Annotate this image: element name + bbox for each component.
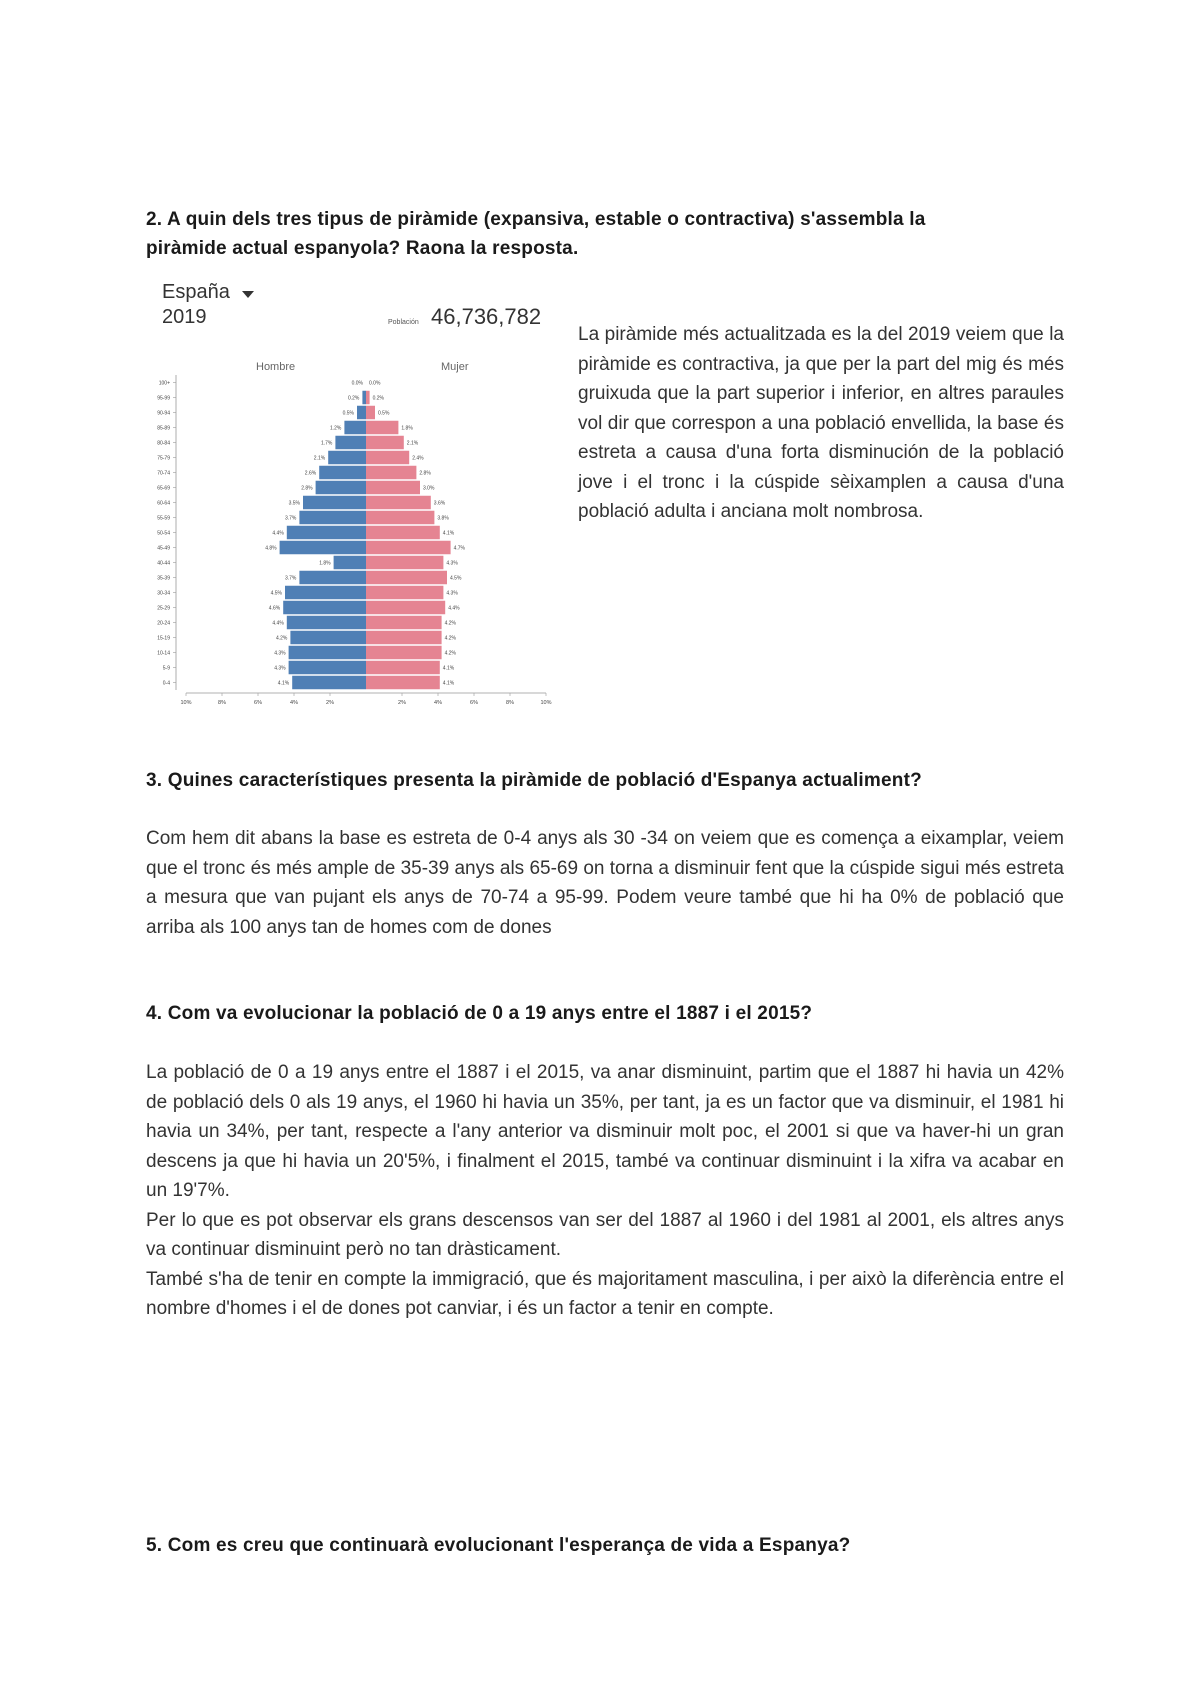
- bar-female-10-14[interactable]: [366, 646, 442, 660]
- bar-label-male: 1.7%: [320, 440, 333, 447]
- x-tick-label: 8%: [218, 700, 226, 706]
- bar-male-90-94[interactable]: [357, 406, 366, 420]
- caret-down-icon[interactable]: [242, 291, 254, 298]
- bar-label-male: 4.3%: [274, 665, 286, 672]
- chart-population-label: Población: [388, 319, 419, 326]
- bar-male-70-74[interactable]: [319, 466, 366, 480]
- bar-male-0-4[interactable]: [292, 676, 366, 690]
- age-group-label: 10-14: [157, 650, 170, 657]
- age-group-label: 15-19: [157, 635, 170, 642]
- bar-male-25-29[interactable]: [283, 601, 366, 615]
- bar-male-15-19[interactable]: [290, 631, 366, 645]
- age-group-label: 100+: [158, 380, 170, 387]
- age-group-label: 25-29: [157, 605, 170, 612]
- age-group-label: 45-49: [157, 545, 170, 552]
- bar-label-male: 4.3%: [274, 650, 286, 657]
- bar-female-0-4[interactable]: [366, 676, 440, 690]
- age-group-label: 20-24: [157, 620, 170, 627]
- x-tick-label: 6%: [254, 700, 262, 706]
- bar-label-female: 2.1%: [406, 440, 419, 447]
- age-group-label: 95-99: [157, 395, 170, 402]
- bar-female-15-19[interactable]: [366, 631, 442, 645]
- bar-female-70-74[interactable]: [366, 466, 416, 480]
- chart-country[interactable]: España: [162, 281, 230, 303]
- bar-label-male: 2.6%: [304, 470, 317, 477]
- x-tick-label: 2%: [326, 700, 334, 706]
- bar-male-45-49[interactable]: [280, 541, 366, 555]
- bar-female-55-59[interactable]: [366, 511, 434, 525]
- bar-male-55-59[interactable]: [299, 511, 366, 525]
- bar-label-male: 4.4%: [272, 530, 284, 537]
- bar-label-female: 3.6%: [433, 500, 446, 507]
- question-5-title: 5. Com es creu que continuarà evolucionant l'esperança de vida a Espanya?: [146, 1535, 851, 1556]
- age-group-label: 90-94: [157, 410, 170, 417]
- bar-label-female: 4.1%: [442, 530, 455, 537]
- bar-label-male: 0.2%: [347, 395, 360, 402]
- bar-label-female: 3.0%: [423, 485, 435, 492]
- bar-male-50-54[interactable]: [287, 526, 366, 540]
- bar-label-female: 4.1%: [442, 680, 455, 687]
- bar-male-30-34[interactable]: [285, 586, 366, 600]
- question-4-title: 4. Com va evolucionar la població de 0 a 19 anys entre el 1887 i el 2015?: [146, 1003, 813, 1024]
- age-group-label: 75-79: [157, 455, 170, 462]
- bar-label-female: 4.1%: [442, 665, 455, 672]
- bar-label-female: 4.4%: [448, 605, 460, 612]
- bar-female-65-69[interactable]: [366, 481, 420, 495]
- question-3-answer: Com hem dit abans la base es estreta de 0-4 anys als 30 -34 on veiem que es comença a eixamplar, veiem que el tronc és més ample de 35-39 anys als 65-69 on torna a disminuir fent que la cúspide sigui més estreta a mesura que van pujant els anys de 70-74 a 95-99. Podem veure també que hi ha 0% de població que arriba als 100 anys tan de homes com de dones: [146, 828, 1064, 938]
- age-group-label: 70-74: [157, 470, 170, 477]
- bar-male-40-44[interactable]: [334, 556, 366, 570]
- population-pyramid-chart: [150, 278, 562, 718]
- chart-population-value: 46,736,782: [431, 304, 542, 329]
- bar-female-75-79[interactable]: [366, 451, 409, 465]
- question-2-title-line1: 2. A quin dels tres tipus de piràmide (expansiva, estable o contractiva) s'assembla la: [146, 209, 926, 230]
- bar-label-female: 2.4%: [412, 455, 424, 462]
- bar-label-female: 4.3%: [446, 590, 458, 597]
- age-group-label: 80-84: [157, 440, 170, 447]
- bar-label-female: 4.2%: [444, 635, 457, 642]
- age-group-label: 0-4: [162, 680, 170, 687]
- bar-label-male: 4.5%: [270, 590, 282, 597]
- x-tick-label: 10%: [540, 700, 552, 706]
- bar-label-female: 4.7%: [453, 545, 466, 552]
- bar-female-20-24[interactable]: [366, 616, 442, 630]
- bar-label-male: 3.7%: [284, 515, 297, 522]
- bar-label-male: 4.2%: [275, 635, 288, 642]
- chart-left-label: Hombre: [256, 361, 296, 373]
- x-tick-label: 4%: [290, 700, 298, 706]
- chart-right-label: Mujer: [441, 361, 469, 373]
- bar-label-female: 0.0%: [369, 380, 381, 387]
- bar-female-45-49[interactable]: [366, 541, 451, 555]
- bar-label-female: 4.2%: [444, 650, 457, 657]
- bar-female-90-94[interactable]: [366, 406, 375, 420]
- question-3-title: 3. Quines característiques presenta la piràmide de població d'Espanya actualiment?: [146, 770, 922, 791]
- age-group-label: 65-69: [157, 485, 170, 492]
- bar-label-female: 4.2%: [444, 620, 457, 627]
- bar-male-75-79[interactable]: [328, 451, 366, 465]
- bar-label-male: 2.8%: [301, 485, 313, 492]
- x-tick-label: 8%: [506, 700, 514, 706]
- age-group-label: 30-34: [157, 590, 170, 597]
- age-group-label: 85-89: [157, 425, 170, 432]
- bar-label-male: 4.6%: [268, 605, 281, 612]
- age-group-label: 60-64: [157, 500, 170, 507]
- bar-label-female: 3.8%: [437, 515, 449, 522]
- bar-label-female: 0.2%: [372, 395, 385, 402]
- question-4-paragraph-2: Per lo que es pot observar els grans descensos van ser del 1887 al 1960 i del 1981 al 2001, els altres anys va continuar disminuint però no tan dràsticament.: [146, 1209, 1064, 1260]
- bar-male-65-69[interactable]: [316, 481, 366, 495]
- question-2-answer: La piràmide més actualitzada es la del 2019 veiem que la piràmide es contractiva, ja que per la part del mig és més gruixuda que la part superior i inferior, en altres paraules vol dir que correspon a una població envellida, la base és estreta a causa d'una forta disminución de la població jove i el tronc i la cúspide sèixamplen a causa d'una població adulta i anciana molt nombrosa.: [578, 324, 1064, 522]
- bar-male-60-64[interactable]: [303, 496, 366, 510]
- bar-female-40-44[interactable]: [366, 556, 443, 570]
- bar-label-female: 0.5%: [378, 410, 390, 417]
- age-group-label: 5-9: [162, 665, 170, 672]
- bar-female-5-9[interactable]: [366, 661, 440, 675]
- age-group-label: 55-59: [157, 515, 170, 522]
- bar-label-male: 2.1%: [313, 455, 326, 462]
- bar-label-male: 3.7%: [284, 575, 297, 582]
- question-2-title-line2: piràmide actual espanyola? Raona la resposta.: [146, 238, 579, 259]
- bar-female-95-99[interactable]: [366, 391, 370, 405]
- bar-male-80-84[interactable]: [335, 436, 366, 450]
- bar-female-30-34[interactable]: [366, 586, 443, 600]
- bar-male-5-9[interactable]: [289, 661, 366, 675]
- x-tick-label: 6%: [470, 700, 478, 706]
- bar-label-female: 2.8%: [419, 470, 431, 477]
- question-4-paragraph-3: També s'ha de tenir en compte la immigració, que és majoritament masculina, i per això la diferència entre el nombre d'homes i el de dones pot canviar, i és un factor a tenir en compte.: [146, 1268, 1064, 1319]
- x-tick-label: 4%: [434, 700, 442, 706]
- age-group-label: 35-39: [157, 575, 170, 582]
- bar-male-10-14[interactable]: [289, 646, 366, 660]
- bar-label-male: 1.2%: [329, 425, 342, 432]
- bar-label-male: 1.8%: [319, 560, 331, 567]
- bar-female-60-64[interactable]: [366, 496, 431, 510]
- x-tick-label: 10%: [180, 700, 192, 706]
- bar-label-male: 0.5%: [342, 410, 354, 417]
- bar-label-male: 4.1%: [277, 680, 290, 687]
- age-group-label: 50-54: [157, 530, 170, 537]
- bar-label-female: 1.8%: [401, 425, 413, 432]
- x-tick-label: 2%: [398, 700, 406, 706]
- bar-female-25-29[interactable]: [366, 601, 445, 615]
- question-4-paragraph-1: La població de 0 a 19 anys entre el 1887 i el 2015, va anar disminuint, partim que el 1887 hi havia un 42% de població dels 0 als 19 anys, el 1960 hi havia un 35%, per tant, ja es un factor que va disminuir, el 1981 hi havia un 34%, per tant, respecte a l'any anterior va disminuir molt poc, el 2001 si que va haver-hi un gran descens ja que hi havia un 20'5%, i finalment el 2015, també va continuar disminuint i la xifra va acabar en un 19'7%.: [146, 1062, 1064, 1201]
- bar-label-male: 4.8%: [265, 545, 277, 552]
- bar-female-80-84[interactable]: [366, 436, 404, 450]
- bar-label-female: 4.3%: [446, 560, 458, 567]
- bar-female-85-89[interactable]: [366, 421, 398, 435]
- bar-male-20-24[interactable]: [287, 616, 366, 630]
- bar-label-male: 0.0%: [351, 380, 363, 387]
- bar-label-male: 4.4%: [272, 620, 284, 627]
- bar-label-male: 3.5%: [288, 500, 300, 507]
- bar-male-35-39[interactable]: [299, 571, 366, 585]
- bar-female-35-39[interactable]: [366, 571, 447, 585]
- question-4-answer: [146, 1058, 1064, 1324]
- bar-female-50-54[interactable]: [366, 526, 440, 540]
- bar-male-95-99[interactable]: [362, 391, 366, 405]
- question-2-title: [146, 205, 1066, 263]
- age-group-label: 40-44: [157, 560, 170, 567]
- bar-male-85-89[interactable]: [344, 421, 366, 435]
- bar-label-female: 4.5%: [450, 575, 462, 582]
- chart-year: 2019: [162, 306, 207, 328]
